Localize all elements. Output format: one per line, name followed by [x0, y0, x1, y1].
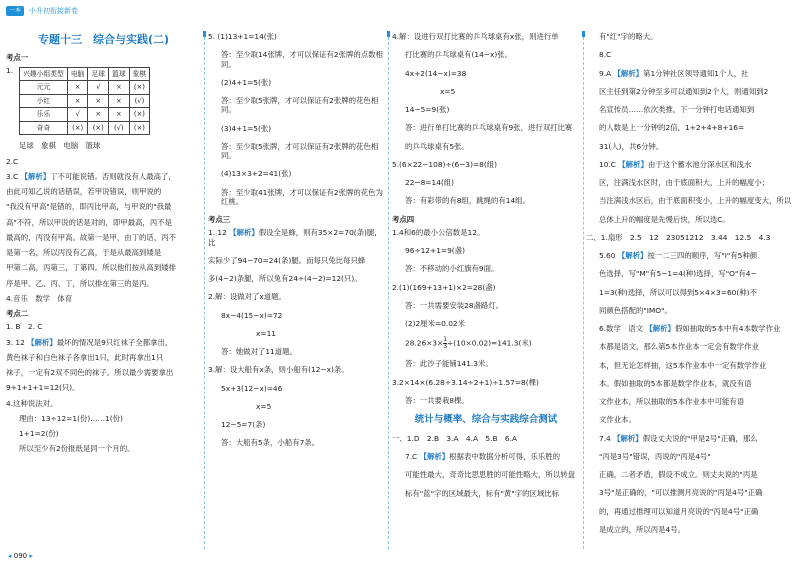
explanation-text: 第1分钟社区领导通知1个人，社 [643, 68, 749, 78]
table-header: 电脑 [67, 68, 88, 81]
equation [392, 337, 580, 350]
explanation-text: 的人数是上一分钟的2倍，1+2+4+8+16= [599, 123, 745, 133]
answer-text: 1. B 2. C [6, 322, 43, 332]
table-row [20, 121, 150, 134]
explanation-text: 假如抽取的5本中有4本数学作业 [674, 324, 781, 333]
equation: 22−8=14(组) [405, 178, 455, 187]
answer-explanation [586, 434, 794, 443]
answer-text: 4.这种说法对。 [6, 398, 58, 408]
explanation-text: 多(4−2)条腿，所以兔有24÷(4−2)=12(只)。 [208, 274, 362, 283]
explanation-text: 文作业本，所以抽取的5本作业本中可能有语 [599, 397, 745, 406]
column-1 [6, 32, 201, 460]
table-row [20, 81, 150, 94]
solution-line: (2)4+1=5(张) [221, 77, 272, 87]
answer-text: 2.C [6, 156, 19, 166]
explanation-text: 区主任到第2分钟至多可以通知到2个人，则通知到2 [599, 86, 769, 96]
section-label: 考点一 [6, 52, 29, 62]
explanation-text: 实际少了94−70=24(条)腿。而每只兔比每只蜂 [208, 255, 366, 265]
answer-text: 8.C [599, 50, 612, 60]
equation: x=5 [256, 401, 272, 411]
table-cell: × [67, 81, 88, 94]
explanation-text: 黄色袜子和白色袜子各拿出1只，此时再拿出1只 [6, 352, 164, 362]
equation: x=11 [256, 328, 276, 338]
equation: 12−5=7(条) [221, 420, 266, 429]
column-4 [586, 32, 794, 543]
answer-number: 3.C [6, 171, 19, 181]
solution-line: 2.解：设做对了x道题。 [208, 292, 286, 302]
triangle-right-icon: ▸ [29, 552, 33, 561]
solution-line: 答：至少取14张牌，才可以保证有2张牌的点数相同。 [221, 50, 383, 69]
table-cell: (×) [88, 121, 109, 134]
table-cell: (×) [129, 108, 150, 121]
explanation-text: 总体上升的幅度是先慢后快，所以选C。 [599, 214, 730, 224]
equation: 8x−4(15−x)=72 [221, 310, 283, 320]
equation: 14−5=9(张) [405, 105, 450, 114]
explanation-text: 的，再通过推理可以知道月亮说的"丙是4号"正确 [599, 506, 759, 516]
solution-line: 答：此沙子能铺141.3米。 [405, 359, 493, 369]
answer-number: 10.C [599, 159, 616, 169]
answer-number: 6.数学 语文 [599, 324, 644, 333]
analysis-tag: 【解析】 [645, 324, 675, 333]
solution-line: 答：一共需要安装28盏路灯。 [405, 300, 504, 310]
answer-explanation [586, 251, 794, 260]
answer-explanation [586, 69, 794, 78]
solution-line: 2.(1)(169+13+1)×2=28(盏) [392, 282, 496, 292]
explanation-text: 由于这个蓄水池分深水区和浅水 [647, 159, 752, 169]
table-cell: (×) [67, 121, 88, 134]
table-header: 象棋 [129, 68, 150, 81]
explanation-text: 由此可知乙说的话错误，若甲说错误，则甲说的 [6, 187, 162, 197]
table-header: 篮球 [109, 68, 130, 81]
test-section-title: 统计与概率、综合与实践综合测试 [414, 414, 558, 425]
explanation-text: 高"不符，所以甲说的话是对的，即甲最高，丙不是 [6, 217, 172, 227]
explanation-text: 是第一名，所以丙没有乙高，于是从最高到矮是 [6, 248, 162, 258]
explanation-text: 本都是语文，那么第5本作业本一定会有数学作业 [599, 342, 759, 352]
table-cell: (×) [129, 121, 150, 134]
table-header-row [20, 68, 150, 81]
analysis-tag: 【解析】 [613, 433, 643, 443]
series-badge: 一本 [6, 6, 24, 16]
table-cell: (√) [109, 121, 130, 134]
section-label: 考点二 [6, 309, 29, 319]
table-cell: 奇奇 [20, 121, 68, 134]
explanation-text: 根据表中数据分析可得，乐乐胜的 [449, 452, 561, 462]
solution-line: (4)13×3+2=41(张) [221, 169, 292, 179]
explanation-text: 标有"蓝"字的区域最大，标有"黄"字的区域比标 [405, 488, 560, 498]
column-marker [387, 31, 390, 37]
explanation-text: 文作业本。 [599, 415, 636, 425]
equation: 96÷12+1=9(盏) [405, 246, 465, 255]
page-footer [8, 552, 33, 561]
answer-number: 7.C [405, 452, 418, 462]
analysis-tag: 【解析】 [617, 251, 648, 260]
table-cell: √ [88, 81, 109, 94]
table-row [20, 108, 150, 121]
equation: 5x+3(12−x)=46 [221, 383, 283, 393]
table-header: 足球 [88, 68, 109, 81]
solution-line: 答：进行单打比赛的乒乓球桌有9张，进行双打比赛 [405, 123, 573, 133]
solution-line: 答：她做对了11道题。 [221, 347, 297, 356]
interest-table [19, 67, 150, 135]
equation: x=5 [440, 86, 456, 96]
solution-line: 答：至少取5张牌，才可以保证有2张牌的花色相同。 [221, 141, 379, 160]
answer-explanation [6, 338, 201, 347]
answer-explanation [208, 228, 383, 247]
equation: 4x+2(14−x)=38 [405, 68, 467, 78]
explanation-text: 假设全是蜂，则有35×2=70(条)腿，比 [208, 228, 382, 247]
answer-explanation [586, 160, 794, 169]
analysis-tag: 【解析】 [613, 68, 644, 78]
column-3 [392, 32, 580, 507]
explanation-text: 名宣传员……依次类推，下一分钟打电话通知到 [599, 105, 755, 114]
triangle-left-icon: ◂ [8, 552, 12, 561]
explanation-text: 甲第二高，丙第三，丁第四。所以他们按从高到矮排 [6, 263, 176, 273]
solution-line: 答：至少取41张牌，才可以保证有2张牌的花色为红桃。 [221, 187, 383, 206]
answer-number: 1. 12 [208, 228, 227, 238]
solution-line: (3)4+1=5(张) [221, 123, 272, 133]
fraction-denominator: 3 [443, 343, 448, 351]
table-cell: × [88, 94, 109, 107]
answer-explanation [586, 324, 794, 333]
explanation-text: 31(人)，共6分钟。 [599, 141, 664, 151]
solution-line: 5.(6×22−108)÷(6−3)=8(组) [392, 159, 498, 169]
column-divider [388, 32, 389, 549]
solution-line: 答：一共要栽8棵。 [405, 395, 469, 405]
solution-line: 1.4和6的最小公倍数是12。 [392, 227, 485, 237]
column-marker [203, 31, 206, 37]
series-title: 小升初衔接新卷 [29, 6, 79, 15]
column-divider [204, 32, 205, 549]
solution-line: 答：至少取5张牌，才可以保证有2张牌的花色相同。 [221, 96, 379, 115]
answer-explanation [392, 452, 580, 461]
explanation-text: 可能性最大，奇奇比思思胜的可能性略大，所以转盘 [405, 470, 575, 480]
solution-line: 答：不移动的小红旗有9面。 [405, 264, 499, 274]
answer-text: 足球 象棋 电脑 篮球 [19, 141, 101, 151]
explanation-text: 最高的，丙没有甲高。故第一是甲，由丁的话，丙不 [6, 232, 176, 242]
explanation-text: 同颜色搭配的"IMO"。 [599, 305, 672, 315]
explanation-text: 9+1+1+1=12(只)。 [6, 383, 80, 393]
explanation-text: 是成立的，所以丙是4号。 [599, 524, 686, 534]
page-header [6, 4, 78, 18]
table-cell: (√) [129, 94, 150, 107]
table-cell: × [109, 81, 130, 94]
answer-explanation [6, 172, 201, 181]
explanation-text: 理由：13÷12=1(份)……1(份) [19, 413, 123, 423]
explanation-text: 色选择，写"M"有5−1=4(种)选择，写"O"有4− [599, 269, 757, 279]
equation-part: 28.26×3× [405, 338, 444, 348]
column-divider [583, 32, 584, 549]
answer-number: 5.60 [599, 251, 616, 260]
solution-line: 打比赛的乒乓球桌有(14−x)张。 [405, 50, 513, 60]
solution-line: (2)2厘米=0.02米 [405, 319, 465, 328]
explanation-text: "我没有甲高"是错的，即丙比甲高，与甲说的"我最 [6, 202, 172, 212]
table-cell: √ [67, 108, 88, 121]
analysis-tag: 【解析】 [618, 159, 648, 169]
explanation-text: 假设丈夫说的"甲是2号"正确，那么 [642, 433, 758, 443]
section-label: 考点三 [208, 215, 231, 224]
solution-line: 的乒乓球桌有5张。 [405, 141, 469, 151]
answer-number: 3. 12 [6, 337, 25, 347]
table-cell: 乐乐 [20, 108, 68, 121]
table-cell: × [109, 108, 130, 121]
chapter-title: 专题十三 综合与实践(二) [37, 33, 170, 46]
explanation-text: 3号"是正确的，"可以推测月亮说的"丙是4号"正确 [599, 488, 763, 498]
answer-text: 二、1.扇形 2.5 12 23051212 3.44 12.5 4.3 [586, 232, 771, 242]
analysis-tag: 【解析】 [419, 452, 450, 462]
equation: 3.2×14×(6.28÷3.14÷2+1)÷1.57=8(棵) [392, 377, 539, 387]
table-cell: (×) [129, 81, 150, 94]
table-cell: × [88, 108, 109, 121]
solution-line: 答：大船有5条，小船有7条。 [221, 438, 320, 448]
answer-text: 一、1.D 2.B 3.A 4.A 5.B 6.A [392, 433, 518, 443]
column-2 [208, 32, 383, 457]
table-cell: × [67, 94, 88, 107]
question-number: 1. [6, 66, 14, 75]
explanation-text: 区，注满浅水区时，由于底面积大，上升的幅度小； [599, 178, 769, 187]
solution-line: 答：有彩带的有8组，跳绳的有14组。 [405, 196, 530, 206]
explanation-text: 所以至少有2份报纸是同一个月的。 [19, 444, 135, 454]
solution-line: 4.解：设进行双打比赛的乒乓球桌有x张，则进行单 [392, 32, 559, 41]
fraction-numerator: 1 [443, 336, 448, 344]
explanation-text: "丙是3号"错误，丙说的"丙是4号" [599, 451, 711, 461]
table-cell: × [109, 94, 130, 107]
answer-text: 4.音乐 数学 体育 [6, 293, 73, 303]
explanation-text: 袜子，一定有2双不同色的袜子。所以最少需要拿出 [6, 368, 174, 378]
explanation-text: 丁不可能说错。否则就没有人最高了， [50, 171, 176, 181]
answer-number: 9.A [599, 68, 612, 78]
explanation-text: 序是甲、乙、丙、丁，所以排在第三的是丙。 [6, 278, 154, 288]
explanation-text: 1+1=2(份) [19, 429, 59, 439]
table-row [20, 94, 150, 107]
solution-line: 5. (1)13+1=14(张) [208, 32, 277, 41]
explanation-text: 最坏的情况是9只红袜子全都拿出， [56, 337, 173, 347]
explanation-text: 当注满浅水区后，由于底面积变小，上升的幅度变大，所以 [599, 196, 792, 206]
section-label: 考点四 [392, 214, 415, 224]
table-header: 兴趣小组类型 [20, 68, 68, 81]
page-number: 090 [13, 552, 28, 561]
solution-line: 3.解：设大船有x条，则小船有(12−x)条。 [208, 365, 349, 375]
explanation-text: 按一二三四的顺序，写"I"有5种颜 [647, 251, 758, 260]
explanation-text: 本。假如抽取的5本都是数学作业本，就没有语 [599, 378, 752, 388]
answer-number: 7.4 [599, 433, 611, 443]
table-cell: 小红 [20, 94, 68, 107]
analysis-tag: 【解析】 [20, 171, 51, 181]
analysis-tag: 【解析】 [27, 337, 57, 347]
explanation-text: 本，但无论怎样抽，这5本作业本中一定有数学作业 [599, 360, 767, 370]
explanation-text: 1=3(种)选择，所以可以得到5×4×3=60(种)不 [599, 287, 757, 297]
column-marker [582, 31, 585, 37]
analysis-tag: 【解析】 [229, 228, 259, 238]
explanation-text: 正确，二者矛盾，假设不成立。则丈夫说的"丙是 [599, 470, 758, 479]
equation-part: ÷(10×0.02)=141.3(米) [447, 338, 532, 348]
table-cell: 元元 [20, 81, 68, 94]
explanation-text: 有"红"字的略大。 [599, 32, 658, 41]
